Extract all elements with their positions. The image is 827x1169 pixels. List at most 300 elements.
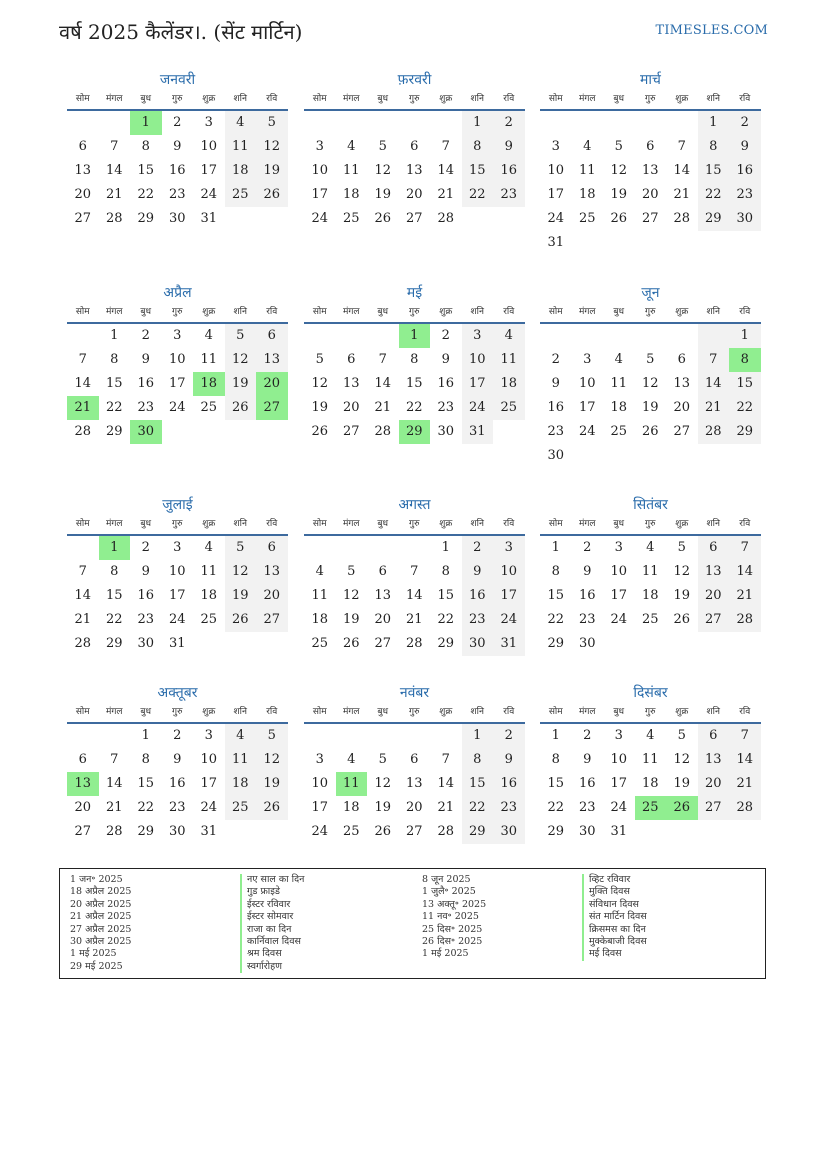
day-cell: 25 <box>493 396 525 420</box>
day-cell: 10 <box>200 139 218 154</box>
day-cell: 17 <box>200 163 218 178</box>
month-calendar <box>304 283 525 444</box>
weekday-label: रवि <box>739 94 751 104</box>
weekday-header <box>67 90 288 111</box>
holiday-name: मुक्केबाजी दिवस <box>582 936 647 948</box>
day-cell: 11 <box>493 348 525 372</box>
month-name: जुलाई <box>162 497 193 513</box>
day-cell: 16 <box>578 588 596 603</box>
holiday-dates-right <box>422 874 486 961</box>
day-cell: 30 <box>729 207 761 231</box>
day-cell: 6 <box>410 139 419 154</box>
day-cell: 18 <box>578 187 596 202</box>
weekday-label: शनि <box>706 707 720 717</box>
day-cell: 29 <box>105 636 123 651</box>
day-cell: 6 <box>646 139 655 154</box>
weekday-label: गुरु <box>645 519 656 529</box>
empty-cell <box>67 724 99 748</box>
holiday-dates-left <box>70 874 131 973</box>
day-cell: 23 <box>462 608 494 632</box>
day-cell: 7 <box>729 536 761 560</box>
weekday-label: शुक्र <box>675 94 689 104</box>
day-cell: 2 <box>141 540 150 555</box>
empty-cell <box>666 111 698 135</box>
day-cell: 19 <box>673 776 691 791</box>
day-cell: 7 <box>698 348 730 372</box>
day-cell: 24 <box>311 824 329 839</box>
weekday-label: मंगल <box>105 307 123 317</box>
day-cell: 1 <box>729 324 761 348</box>
day-cell: 14 <box>729 560 761 584</box>
empty-cell <box>67 111 99 135</box>
holiday-name: राजा का दिन <box>240 924 304 936</box>
weekday-label: सोम <box>312 307 327 317</box>
day-cell: 29 <box>437 636 455 651</box>
empty-cell <box>666 231 698 255</box>
day-cell: 6 <box>698 536 730 560</box>
day-cell: 9 <box>173 752 182 767</box>
day-cell: 4 <box>225 724 257 748</box>
day-cell: 7 <box>441 752 450 767</box>
weekday-label: सोम <box>75 307 90 317</box>
weekday-label: शनि <box>470 519 484 529</box>
day-cell: 29 <box>105 424 123 439</box>
day-cell: 3 <box>173 540 182 555</box>
day-cell: 14 <box>374 376 392 391</box>
month-name: अप्रैल <box>163 285 192 301</box>
day-cell: 3 <box>204 115 213 130</box>
day-cell: 28 <box>729 796 761 820</box>
day-cell: 17 <box>168 588 186 603</box>
day-cell: 22 <box>547 800 565 815</box>
day-cell: 17 <box>578 400 596 415</box>
weekday-label: मंगल <box>342 519 360 529</box>
day-cell: 28 <box>74 424 92 439</box>
day-cell: 15 <box>437 588 455 603</box>
day-cell: 11 <box>342 163 360 178</box>
day-cell: 28 <box>105 824 123 839</box>
day-cell: 30 <box>493 820 525 844</box>
day-cell: 18 <box>225 772 257 796</box>
day-cell: 23 <box>168 800 186 815</box>
day-cell: 4 <box>204 540 213 555</box>
page-title: वर्ष 2025 कैलेंडर।. (सेंट मार्टिन) <box>59 20 303 44</box>
day-cell: 14 <box>437 776 455 791</box>
empty-cell <box>256 207 288 231</box>
day-cell: 20 <box>74 187 92 202</box>
day-cell: 17 <box>462 372 494 396</box>
day-cell: 30 <box>578 636 596 651</box>
day-cell: 29 <box>462 820 494 844</box>
day-cell: 3 <box>462 324 494 348</box>
empty-cell <box>666 324 698 348</box>
empty-cell <box>698 444 730 468</box>
site-link[interactable]: TIMESLES.COM <box>655 23 768 38</box>
weekday-header <box>67 703 288 724</box>
day-cell: 25 <box>635 796 667 820</box>
day-cell: 15 <box>698 159 730 183</box>
day-cell: 11 <box>610 376 628 391</box>
empty-cell <box>603 111 635 135</box>
month-calendar <box>540 70 761 255</box>
weekday-label: शुक्र <box>439 307 453 317</box>
weekday-label: गुरु <box>645 307 656 317</box>
day-cell: 7 <box>441 139 450 154</box>
day-cell: 26 <box>666 796 698 820</box>
empty-cell <box>635 111 667 135</box>
day-cell: 12 <box>225 560 257 584</box>
day-cell: 4 <box>347 139 356 154</box>
day-cell: 20 <box>673 400 691 415</box>
day-cell: 30 <box>462 632 494 656</box>
empty-cell <box>304 324 336 348</box>
day-cell: 16 <box>168 776 186 791</box>
day-cell: 5 <box>225 324 257 348</box>
weekday-label: बुध <box>613 707 625 717</box>
day-cell: 4 <box>493 324 525 348</box>
day-cell: 11 <box>225 748 257 772</box>
day-cell: 4 <box>347 752 356 767</box>
day-cell: 27 <box>74 211 92 226</box>
day-cell: 21 <box>105 800 123 815</box>
day-cell: 16 <box>493 159 525 183</box>
day-cell: 2 <box>173 728 182 743</box>
empty-cell <box>304 536 336 560</box>
day-cell: 5 <box>256 724 288 748</box>
day-cell: 14 <box>74 376 92 391</box>
day-cell: 13 <box>256 560 288 584</box>
day-cell: 5 <box>614 139 623 154</box>
day-cell: 21 <box>729 772 761 796</box>
day-cell: 19 <box>641 400 659 415</box>
day-cell: 11 <box>311 588 329 603</box>
day-cell: 21 <box>437 800 455 815</box>
weekday-header <box>304 703 525 724</box>
weekday-header <box>67 303 288 324</box>
day-cell: 23 <box>168 187 186 202</box>
day-cell: 25 <box>342 824 360 839</box>
day-cell: 11 <box>200 564 218 579</box>
month-calendar <box>540 683 761 844</box>
day-cell: 8 <box>141 139 150 154</box>
day-cell: 10 <box>311 163 329 178</box>
day-cell: 16 <box>462 584 494 608</box>
empty-cell <box>367 111 399 135</box>
weekday-label: रवि <box>266 307 278 317</box>
day-cell: 7 <box>78 352 87 367</box>
holiday-date: 21 अप्रैल 2025 <box>70 911 132 923</box>
day-cell: 26 <box>610 211 628 226</box>
holiday-date: 20 अप्रैल 2025 <box>70 898 132 910</box>
day-cell: 26 <box>673 612 691 627</box>
weekday-label: शनि <box>233 519 247 529</box>
day-cell: 10 <box>610 752 628 767</box>
day-cell: 27 <box>698 796 730 820</box>
day-cell: 25 <box>610 424 628 439</box>
day-cell: 7 <box>110 139 119 154</box>
day-cell: 25 <box>225 183 257 207</box>
day-cell: 22 <box>462 796 494 820</box>
day-cell: 9 <box>583 564 592 579</box>
day-cell: 18 <box>641 588 659 603</box>
weekday-label: शुक्र <box>675 519 689 529</box>
day-cell: 9 <box>462 560 494 584</box>
month-name: फ़रवरी <box>397 72 432 88</box>
weekday-label: शनि <box>706 519 720 529</box>
empty-cell <box>635 444 667 468</box>
day-cell: 13 <box>342 376 360 391</box>
day-cell: 1 <box>462 111 494 135</box>
day-cell: 14 <box>437 163 455 178</box>
day-cell: 15 <box>137 163 155 178</box>
empty-cell <box>193 420 225 444</box>
day-cell: 22 <box>437 612 455 627</box>
month-calendar <box>67 683 288 844</box>
day-cell: 9 <box>141 564 150 579</box>
day-cell: 27 <box>342 424 360 439</box>
day-cell: 4 <box>646 540 655 555</box>
day-cell: 19 <box>673 588 691 603</box>
day-cell: 4 <box>583 139 592 154</box>
day-cell: 27 <box>256 608 288 632</box>
day-cell: 19 <box>256 159 288 183</box>
weekday-header <box>304 303 525 324</box>
day-cell: 5 <box>315 352 324 367</box>
weekday-label: बुध <box>377 94 389 104</box>
weekday-label: रवि <box>739 307 751 317</box>
day-cell: 24 <box>610 612 628 627</box>
day-cell: 27 <box>673 424 691 439</box>
empty-cell <box>572 444 604 468</box>
empty-cell <box>336 536 368 560</box>
day-cell: 12 <box>256 748 288 772</box>
day-cell: 7 <box>110 752 119 767</box>
empty-cell <box>430 724 462 748</box>
day-cell: 27 <box>374 636 392 651</box>
weekday-label: गुरु <box>172 707 183 717</box>
day-cell: 29 <box>137 211 155 226</box>
day-cell: 11 <box>641 752 659 767</box>
day-cell: 3 <box>493 536 525 560</box>
weekday-label: मंगल <box>578 519 596 529</box>
day-cell: 31 <box>200 824 218 839</box>
day-cell: 13 <box>698 560 730 584</box>
day-cell: 16 <box>137 376 155 391</box>
day-cell: 12 <box>342 588 360 603</box>
weekday-label: शनि <box>233 707 247 717</box>
day-cell: 29 <box>399 420 431 444</box>
empty-cell <box>635 820 667 844</box>
day-cell: 26 <box>256 183 288 207</box>
day-grid <box>540 111 761 255</box>
empty-cell <box>256 632 288 656</box>
weekday-label: मंगल <box>578 307 596 317</box>
day-cell: 31 <box>493 632 525 656</box>
weekday-label: शुक्र <box>202 94 216 104</box>
day-cell: 1 <box>698 111 730 135</box>
day-cell: 17 <box>311 187 329 202</box>
month-name: अक्तूबर <box>157 685 198 701</box>
day-grid <box>540 536 761 656</box>
day-cell: 3 <box>173 328 182 343</box>
weekday-label: सोम <box>548 519 563 529</box>
holiday-date: 25 दिस॰ 2025 <box>422 923 483 935</box>
day-grid <box>540 724 761 844</box>
empty-cell <box>540 111 572 135</box>
holiday-name: व्हिट रविवार <box>582 874 647 886</box>
holiday-date: 1 जुलै॰ 2025 <box>422 886 476 898</box>
day-cell: 21 <box>105 187 123 202</box>
day-cell: 28 <box>437 211 455 226</box>
empty-cell <box>603 324 635 348</box>
day-cell: 21 <box>673 187 691 202</box>
day-cell: 14 <box>74 588 92 603</box>
holiday-date: 8 जून 2025 <box>422 874 471 885</box>
day-cell: 1 <box>399 324 431 348</box>
day-cell: 8 <box>551 564 560 579</box>
weekday-header <box>304 90 525 111</box>
empty-cell <box>729 632 761 656</box>
holiday-date: 11 नव॰ 2025 <box>422 911 479 923</box>
day-cell: 7 <box>729 724 761 748</box>
day-grid <box>540 324 761 468</box>
empty-cell <box>367 724 399 748</box>
weekday-label: मंगल <box>342 707 360 717</box>
day-cell: 11 <box>578 163 596 178</box>
day-cell: 15 <box>547 588 565 603</box>
day-cell: 23 <box>493 183 525 207</box>
day-cell: 22 <box>137 800 155 815</box>
day-grid <box>67 724 288 844</box>
day-cell: 1 <box>130 111 162 135</box>
day-cell: 31 <box>200 211 218 226</box>
day-cell: 8 <box>729 348 761 372</box>
empty-cell <box>67 324 99 348</box>
day-cell: 2 <box>462 536 494 560</box>
day-cell: 8 <box>141 752 150 767</box>
day-cell: 5 <box>677 728 686 743</box>
day-cell: 12 <box>256 135 288 159</box>
day-cell: 23 <box>547 424 565 439</box>
day-cell: 22 <box>547 612 565 627</box>
day-cell: 13 <box>67 772 99 796</box>
day-cell: 5 <box>378 139 387 154</box>
empty-cell <box>304 111 336 135</box>
day-cell: 12 <box>673 752 691 767</box>
month-calendar <box>67 495 288 656</box>
holiday-date: 1 मई 2025 <box>422 948 469 960</box>
day-cell: 6 <box>256 536 288 560</box>
day-cell: 24 <box>168 612 186 627</box>
day-cell: 30 <box>437 424 455 439</box>
day-cell: 16 <box>729 159 761 183</box>
empty-cell <box>304 724 336 748</box>
empty-cell <box>462 207 494 231</box>
weekday-label: सोम <box>312 94 327 104</box>
day-cell: 26 <box>256 796 288 820</box>
day-cell: 15 <box>105 376 123 391</box>
weekday-label: शनि <box>470 94 484 104</box>
day-cell: 13 <box>405 163 423 178</box>
empty-cell <box>729 820 761 844</box>
weekday-label: सोम <box>548 707 563 717</box>
weekday-label: रवि <box>266 519 278 529</box>
day-cell: 24 <box>578 424 596 439</box>
day-cell: 27 <box>405 211 423 226</box>
day-cell: 23 <box>729 183 761 207</box>
weekday-label: गुरु <box>172 307 183 317</box>
day-grid <box>304 724 525 844</box>
weekday-label: मंगल <box>105 707 123 717</box>
day-cell: 9 <box>493 135 525 159</box>
day-cell: 9 <box>729 135 761 159</box>
holiday-list <box>59 868 766 979</box>
day-cell: 18 <box>193 372 225 396</box>
day-cell: 18 <box>342 187 360 202</box>
weekday-header <box>540 515 761 536</box>
day-cell: 3 <box>551 139 560 154</box>
day-cell: 3 <box>204 728 213 743</box>
empty-cell <box>603 231 635 255</box>
weekday-label: मंगल <box>578 707 596 717</box>
holiday-date: 1 मई 2025 <box>70 948 117 960</box>
day-cell: 12 <box>225 348 257 372</box>
weekday-label: रवि <box>503 519 515 529</box>
day-cell: 2 <box>141 328 150 343</box>
month-name: सितंबर <box>633 497 668 513</box>
day-cell: 12 <box>610 163 628 178</box>
empty-cell <box>162 420 194 444</box>
day-cell: 18 <box>641 776 659 791</box>
weekday-label: मंगल <box>105 519 123 529</box>
day-cell: 23 <box>578 800 596 815</box>
day-cell: 1 <box>99 536 131 560</box>
day-cell: 6 <box>677 352 686 367</box>
empty-cell <box>635 324 667 348</box>
day-cell: 11 <box>641 564 659 579</box>
day-cell: 21 <box>405 612 423 627</box>
day-cell: 22 <box>729 396 761 420</box>
day-cell: 17 <box>311 800 329 815</box>
empty-cell <box>256 820 288 844</box>
day-cell: 20 <box>256 584 288 608</box>
empty-cell <box>635 231 667 255</box>
empty-cell <box>367 536 399 560</box>
holiday-names-left <box>240 874 304 973</box>
day-cell: 17 <box>610 588 628 603</box>
empty-cell <box>367 324 399 348</box>
empty-cell <box>99 724 131 748</box>
month-calendar <box>304 495 525 656</box>
day-cell: 13 <box>405 776 423 791</box>
weekday-label: रवि <box>503 707 515 717</box>
day-cell: 2 <box>583 728 592 743</box>
weekday-label: शुक्र <box>675 307 689 317</box>
day-cell: 20 <box>641 187 659 202</box>
day-grid <box>67 111 288 231</box>
day-cell: 2 <box>729 111 761 135</box>
empty-cell <box>572 324 604 348</box>
empty-cell <box>193 632 225 656</box>
day-cell: 25 <box>200 612 218 627</box>
weekday-label: बुध <box>140 307 152 317</box>
empty-cell <box>572 111 604 135</box>
day-cell: 17 <box>200 776 218 791</box>
weekday-label: शुक्र <box>675 707 689 717</box>
empty-cell <box>540 324 572 348</box>
day-cell: 5 <box>256 111 288 135</box>
weekday-label: रवि <box>503 94 515 104</box>
